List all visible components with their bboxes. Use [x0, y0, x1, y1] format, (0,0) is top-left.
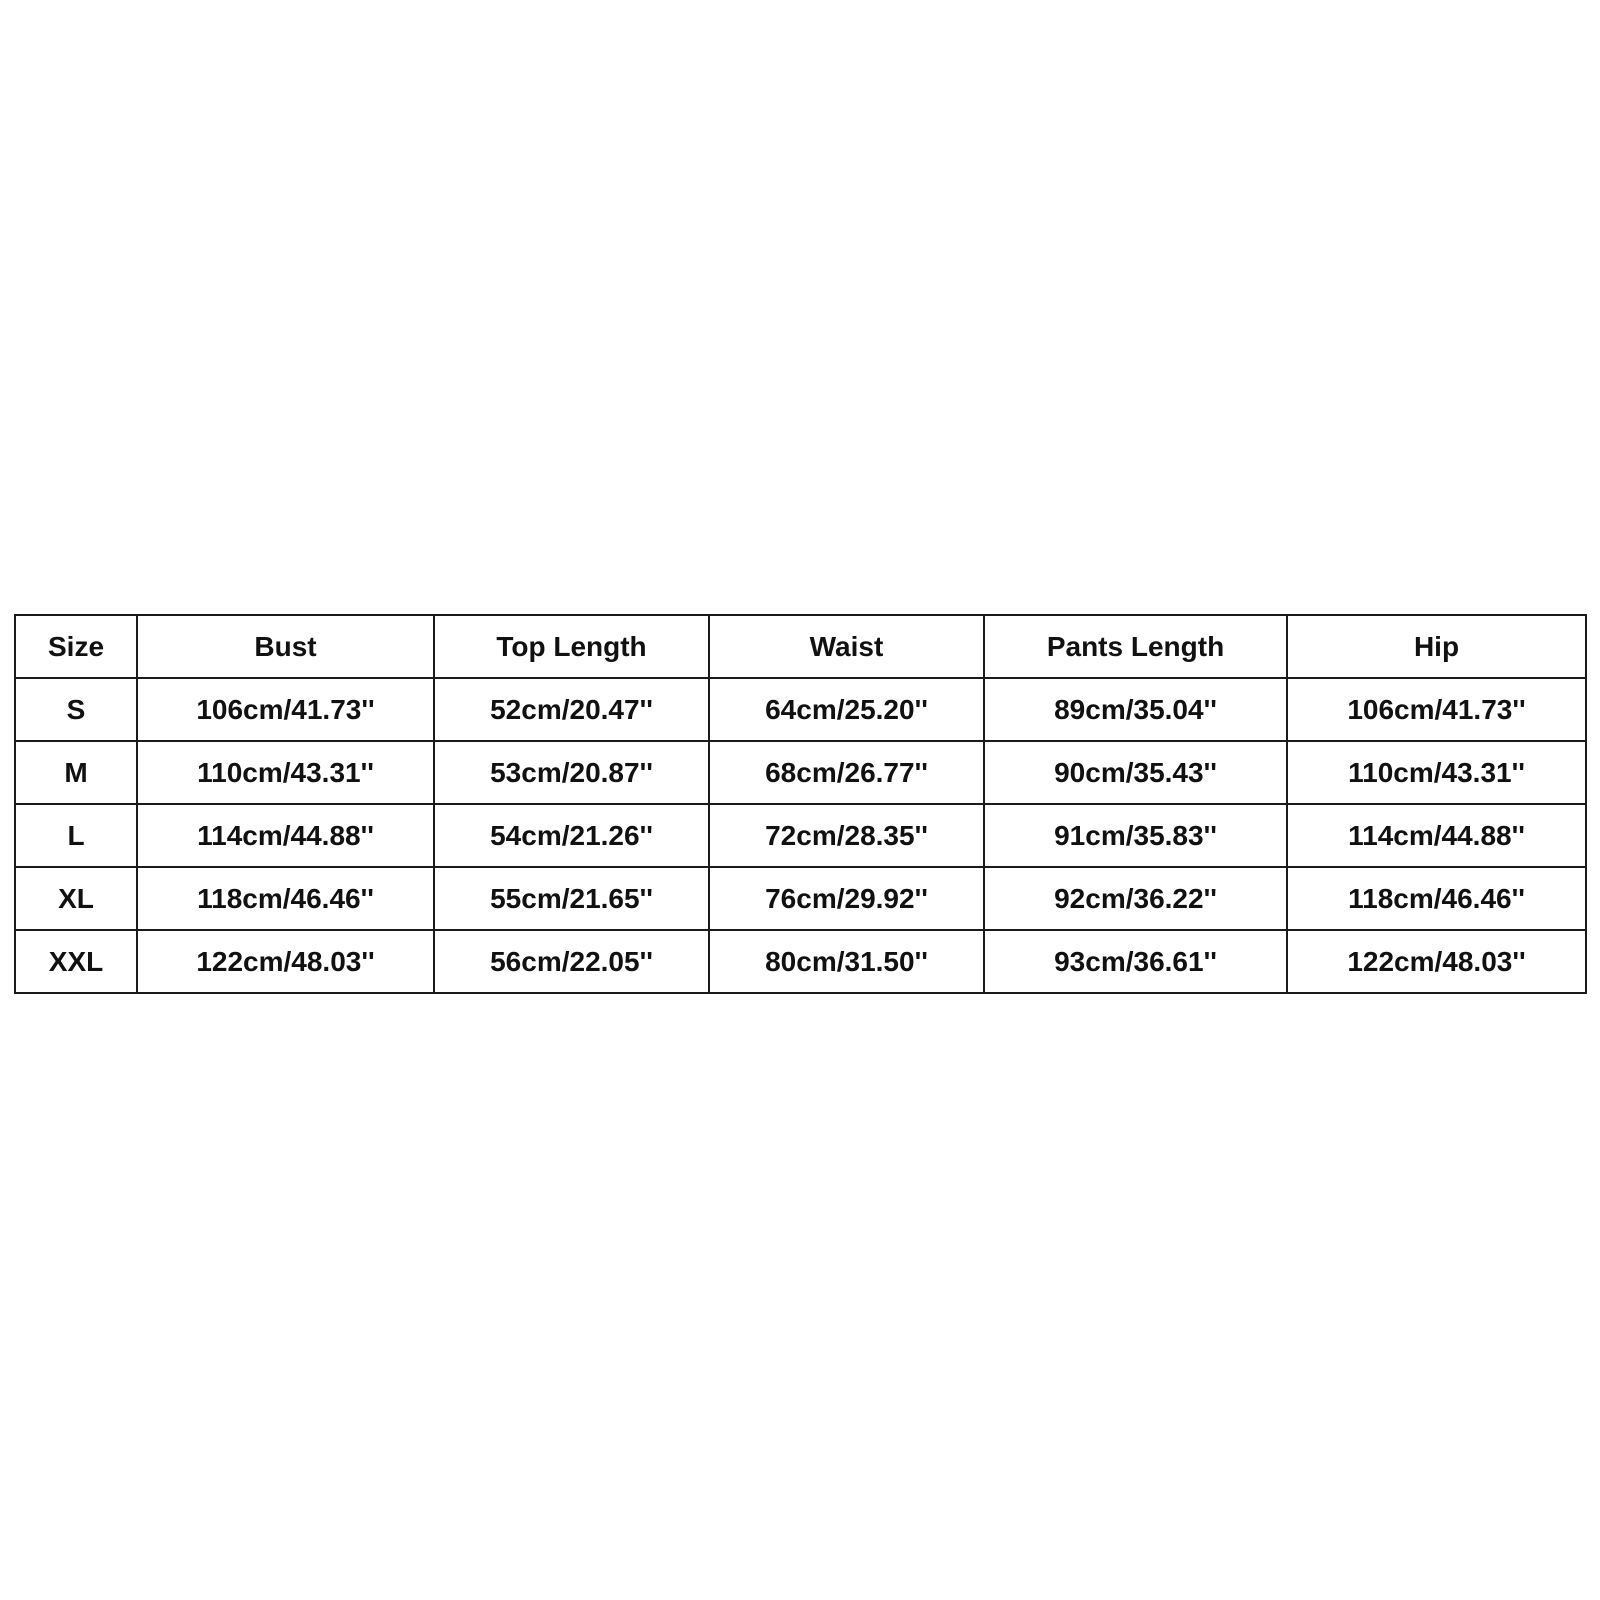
- cell-bust: 106cm/41.73'': [137, 678, 434, 741]
- cell-top-length: 55cm/21.65'': [434, 867, 709, 930]
- cell-pants-length: 89cm/35.04'': [984, 678, 1287, 741]
- cell-top-length: 56cm/22.05'': [434, 930, 709, 993]
- cell-pants-length: 93cm/36.61'': [984, 930, 1287, 993]
- cell-top-length: 52cm/20.47'': [434, 678, 709, 741]
- header-row: [15, 615, 1586, 678]
- cell-waist: 64cm/25.20'': [709, 678, 984, 741]
- cell-size: XXL: [15, 930, 137, 993]
- cell-hip: 122cm/48.03'': [1287, 930, 1586, 993]
- cell-hip: 110cm/43.31'': [1287, 741, 1586, 804]
- cell-hip: 118cm/46.46'': [1287, 867, 1586, 930]
- cell-waist: 80cm/31.50'': [709, 930, 984, 993]
- cell-hip: 114cm/44.88'': [1287, 804, 1586, 867]
- cell-waist: 72cm/28.35'': [709, 804, 984, 867]
- cell-pants-length: 92cm/36.22'': [984, 867, 1287, 930]
- cell-waist: 76cm/29.92'': [709, 867, 984, 930]
- cell-size: S: [15, 678, 137, 741]
- table-row: [15, 741, 1586, 804]
- cell-pants-length: 90cm/35.43'': [984, 741, 1287, 804]
- header-pants-length: Pants Length: [984, 615, 1287, 678]
- cell-bust: 122cm/48.03'': [137, 930, 434, 993]
- cell-waist: 68cm/26.77'': [709, 741, 984, 804]
- cell-size: M: [15, 741, 137, 804]
- cell-bust: 114cm/44.88'': [137, 804, 434, 867]
- cell-bust: 118cm/46.46'': [137, 867, 434, 930]
- header-bust: Bust: [137, 615, 434, 678]
- cell-hip: 106cm/41.73'': [1287, 678, 1586, 741]
- table-row: [15, 678, 1586, 741]
- header-size: Size: [15, 615, 137, 678]
- cell-bust: 110cm/43.31'': [137, 741, 434, 804]
- table-row: [15, 867, 1586, 930]
- cell-top-length: 54cm/21.26'': [434, 804, 709, 867]
- header-hip: Hip: [1287, 615, 1586, 678]
- table-row: [15, 804, 1586, 867]
- cell-top-length: 53cm/20.87'': [434, 741, 709, 804]
- cell-pants-length: 91cm/35.83'': [984, 804, 1287, 867]
- size-chart-table: [14, 614, 1587, 994]
- table-row: [15, 930, 1586, 993]
- cell-size: XL: [15, 867, 137, 930]
- header-top-length: Top Length: [434, 615, 709, 678]
- header-waist: Waist: [709, 615, 984, 678]
- cell-size: L: [15, 804, 137, 867]
